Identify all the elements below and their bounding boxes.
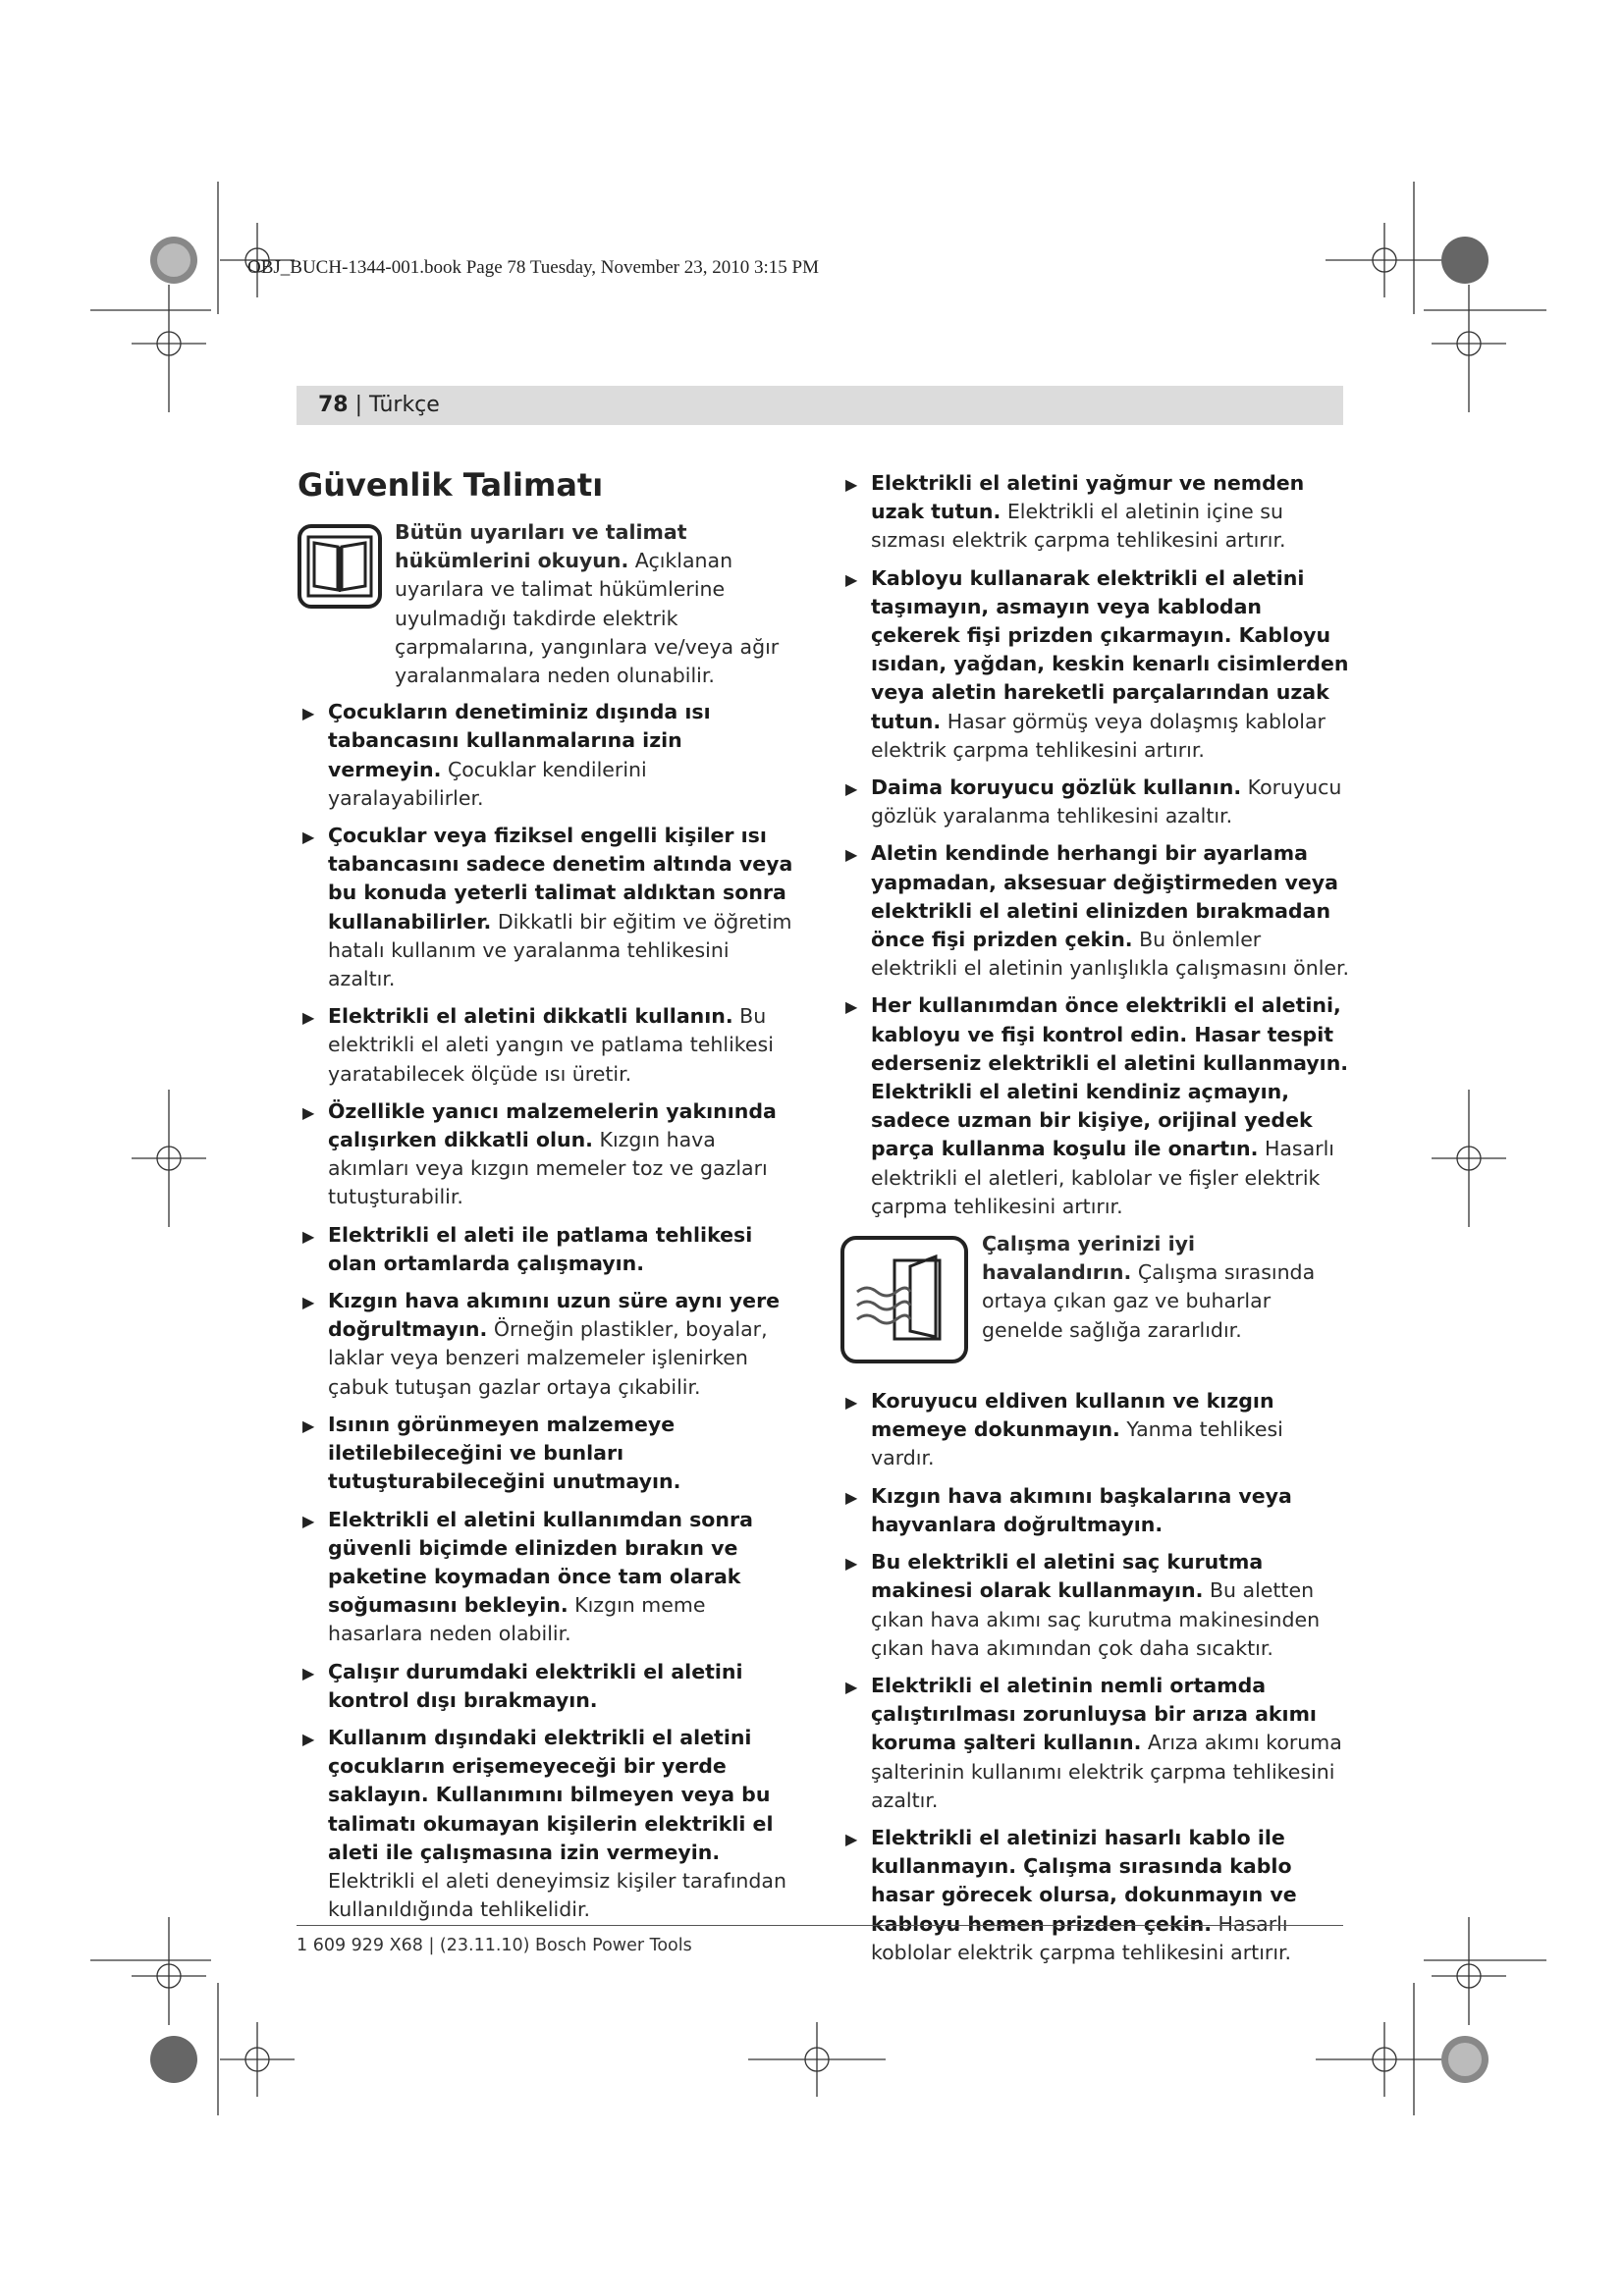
header-separator: | [348, 393, 370, 417]
section-title: Güvenlik Talimatı [298, 466, 604, 504]
list-item: ▶ Özellikle yanıcı malzemelerin yakınında çalışırken dikkatli olun. Kızgın hava akımları veya kızgın memeler toz ve gazları tutuşturabilir. [302, 1098, 777, 1209]
triangle-bullet-icon: ▶ [302, 1293, 315, 1312]
read-manual-block [297, 518, 797, 690]
list-item: ▶ Çalışır durumdaki elektrikli el aletini kontrol dışı bırakmayın. [302, 1659, 743, 1712]
triangle-bullet-icon: ▶ [845, 1393, 858, 1413]
list-item: ▶ Kızgın hava akımını uzun süre aynı yere doğrultmayın. Örneğin plastikler, boyalar, laklar veya benzeri malzemeler işlenirken çabuk tutuşan gazlar ortaya çıkabilir. [302, 1289, 781, 1399]
triangle-bullet-icon: ▶ [302, 1663, 315, 1682]
triangle-bullet-icon: ▶ [302, 1102, 315, 1122]
triangle-bullet-icon: ▶ [302, 1415, 315, 1435]
triangle-bullet-icon: ▶ [302, 1008, 315, 1028]
triangle-bullet-icon: ▶ [845, 1829, 858, 1848]
triangle-bullet-icon: ▶ [845, 997, 858, 1017]
footer-divider [297, 1925, 1343, 1926]
book-icon [297, 523, 383, 617]
ventilation-text: Çalışma sırasında ortaya çıkan gaz ve buharlar genelde sağlığa zararlıdır. [982, 1260, 1316, 1342]
left-column [297, 518, 797, 1933]
header-language: Türkçe [369, 393, 440, 417]
ventilation-bold: Çalışma yerinizi iyi havalandırın. [982, 1232, 1196, 1285]
page-footer: 1 609 929 X68 | (23.11.10) Bosch Power Tools [297, 1936, 692, 1955]
list-item: ▶ Elektrikli el aletini dikkatli kullanın. Bu elektrikli el aleti yangın ve patlama tehlikesi yaratabilecek ölçüde ısı üretir. [302, 1004, 774, 1086]
triangle-bullet-icon: ▶ [302, 704, 315, 723]
triangle-bullet-icon: ▶ [845, 779, 858, 799]
list-item: ▶ Çocukların denetiminiz dışında ısı tabancasını kullanmalarına izin vermeyin. Çocuklar kendilerini yaralayabilirler. [302, 700, 711, 810]
read-manual-bold: Bütün uyarıları ve talimat hükümlerini okuyun. [395, 520, 687, 573]
triangle-bullet-icon: ▶ [845, 1554, 858, 1574]
triangle-bullet-icon: ▶ [845, 1677, 858, 1696]
list-item: ▶ Elektrikli el aletini kullanımdan sonra güvenli biçimde elinizden bırakın ve paketine koymadan önce tam olarak soğumasını bekleyin. Kızgın meme hasarlara neden olabilir. [302, 1507, 753, 1646]
list-item: ▶ Koruyucu eldiven kullanın ve kızgın memeye dokunmayın. Yanma tehlikesi vardır. [845, 1389, 1283, 1470]
list-item: ▶ Kullanım dışındaki elektrikli el aletini çocukların erişemeyeceği bir yerde saklayın. Kullanımını bilmeyen veya bu talimatı okumayan kişilerin elektrikli el aleti ile çalışmasına izin vermeyin. Elektrikli el aleti deneyimsiz kişiler tarafından kullanıldığında tehlikelidir. [302, 1725, 786, 1922]
triangle-bullet-icon: ▶ [845, 845, 858, 865]
list-item: ▶ Isının görünmeyen malzemeye iletilebileceğini ve bunları tutuşturabileceğini unutmayın. [302, 1412, 681, 1494]
triangle-bullet-icon: ▶ [845, 569, 858, 589]
right-column [839, 469, 1350, 1976]
page-header [297, 386, 1343, 425]
triangle-bullet-icon: ▶ [302, 1226, 315, 1246]
list-item: ▶ Kabloyu kullanarak elektrikli el aletini taşımayın, asmayın veya kablodan çekerek fişi prizden çıkarmayın. Kabloyu ısıdan, yağdan, keskin kenarlı cisimlerden veya aletin hareketli parçalarından uzak tutun. Hasar görmüş veya dolaşmış kablolar elektrik çarpma tehlikesini artırır. [845, 565, 1349, 762]
triangle-bullet-icon: ▶ [302, 1511, 315, 1530]
list-item: ▶ Her kullanımdan önce elektrikli el aletini, kabloyu ve fişi kontrol edin. Hasar tespit ederseniz elektrikli el aletini kullanmayın. Elektrikli el aletini kendiniz açmayın, sadece uzman bir kişiye, orijinal yedek parça kullanma koşulu ile onartın. Hasarlı elektrikli el aletleri, kablolar ve fişler elektrik çarpma tehlikesini artırır. [845, 993, 1349, 1218]
triangle-bullet-icon: ▶ [302, 828, 315, 847]
list-item: ▶ Elektrikli el aletini yağmur ve nemden uzak tutun. Elektrikli el aletinin içine su sızması elektrik çarpma tehlikesini artırır. [845, 471, 1305, 553]
ventilation-block [839, 1230, 1350, 1365]
list-item: ▶ Çocuklar veya fiziksel engelli kişiler ısı tabancasını sadece denetim altında veya bu konuda yeterli talimat aldıktan sonra kullanabilirler. Dikkatli bir eğitim ve öğretim hatalı kullanım ve yaralanma tehlikesini azaltır. [302, 824, 793, 991]
window-ventilation-icon [839, 1235, 969, 1372]
list-item: ▶ Daima koruyucu gözlük kullanın. Koruyucu gözlük yaralanma tehlikesini azaltır. [845, 775, 1342, 828]
print-slug: OBJ_BUCH-1344-001.book Page 78 Tuesday, November 23, 2010 3:15 PM [247, 257, 819, 278]
triangle-bullet-icon: ▶ [845, 475, 858, 494]
list-item: ▶ Bu elektrikli el aletini saç kurutma makinesi olarak kullanmayın. Bu aletten çıkan hava akımı saç kurutma makinesinden çıkan hava akımından çok daha sıcaktır. [845, 1550, 1321, 1660]
list-item: ▶ Elektrikli el aletinin nemli ortamda çalıştırılması zorunluysa bir arıza akımı koruma şalteri kullanın. Arıza akımı koruma şalterinin kullanımı elektrik çarpma tehlikesini azaltır. [845, 1673, 1342, 1812]
read-manual-text: Açıklanan uyarılara ve talimat hükümlerine uyulmadığı takdirde elektrik çarpmalarına, yangınlara ve/veya ağır yaralanmalara neden olunabilir. [395, 549, 780, 688]
list-item: ▶ Kızgın hava akımını başkalarına veya hayvanlara doğrultmayın. [845, 1483, 1292, 1536]
page-number: 78 [318, 393, 349, 417]
triangle-bullet-icon: ▶ [845, 1487, 858, 1507]
triangle-bullet-icon: ▶ [302, 1729, 315, 1748]
list-item: ▶ Aletin kendinde herhangi bir ayarlama yapmadan, aksesuar değiştirmeden veya elektrikli el aletini elinizden bırakmadan önce fişi prizden çekin. Bu önlemler elektrikli el aletinin yanlışlıkla çalışmasını önler. [845, 841, 1350, 981]
list-item: ▶ Elektrikli el aleti ile patlama tehlikesi olan ortamlarda çalışmayın. [302, 1222, 753, 1275]
list-item: ▶ Elektrikli el aletinizi hasarlı kablo ile kullanmayın. Çalışma sırasında kablo hasar görecek olursa, dokunmayın ve kabloyu hemen prizden çekin. Hasarlı koblolar elektrik çarpma tehlikesini artırır. [845, 1825, 1297, 1964]
